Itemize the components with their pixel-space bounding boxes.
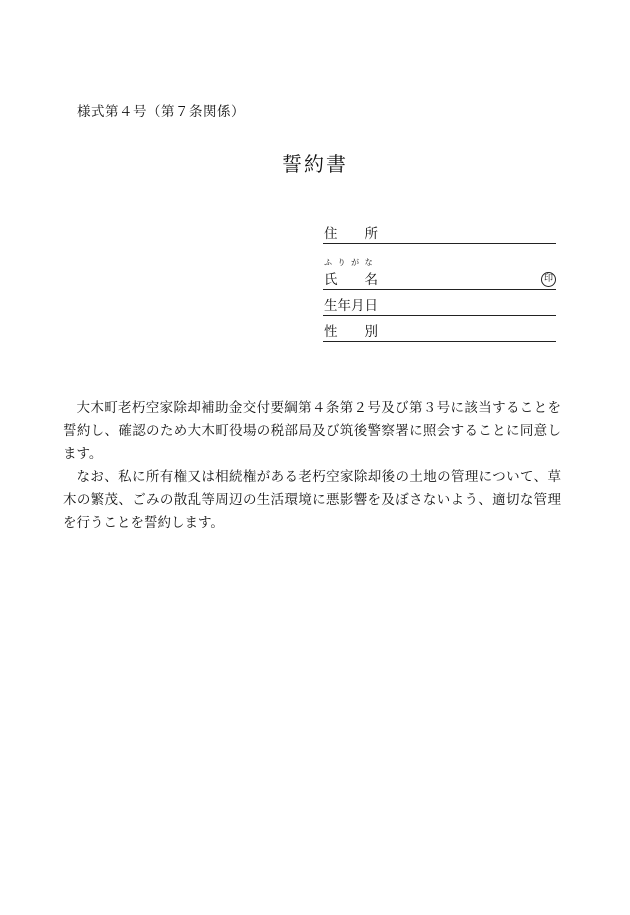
document-title: 誓約書 (282, 152, 348, 176)
pledge-body (63, 397, 561, 535)
name-furigana: ふ り が な (324, 258, 375, 267)
address-label: 住 所 (324, 226, 378, 242)
pledge-paragraph-1: 大木町老朽空家除却補助金交付要綱第４条第２号及び第３号に該当することを誓約し、確認のため大木町役場の税部局及び筑後警察署に照会することに同意します。 (63, 400, 561, 462)
form-number: 様式第４号（第７条関係） (77, 104, 245, 120)
birthdate-field[interactable] (323, 297, 556, 316)
sex-label: 性 別 (324, 324, 378, 340)
address-field[interactable] (323, 225, 556, 244)
birthdate-label: 生年月日 (324, 298, 378, 314)
sex-field[interactable] (323, 323, 556, 342)
seal-mark-icon: 印 (541, 272, 556, 287)
name-field[interactable] (323, 271, 556, 290)
pledge-paragraph-2: なお、私に所有権又は相続権がある老朽空家除却後の土地の管理について、草木の繁茂、ごみの散乱等周辺の生活環境に悪影響を及ぼさないよう、適切な管理を行うことを誓約します。 (63, 469, 561, 531)
name-label: 氏 名 (324, 272, 378, 288)
